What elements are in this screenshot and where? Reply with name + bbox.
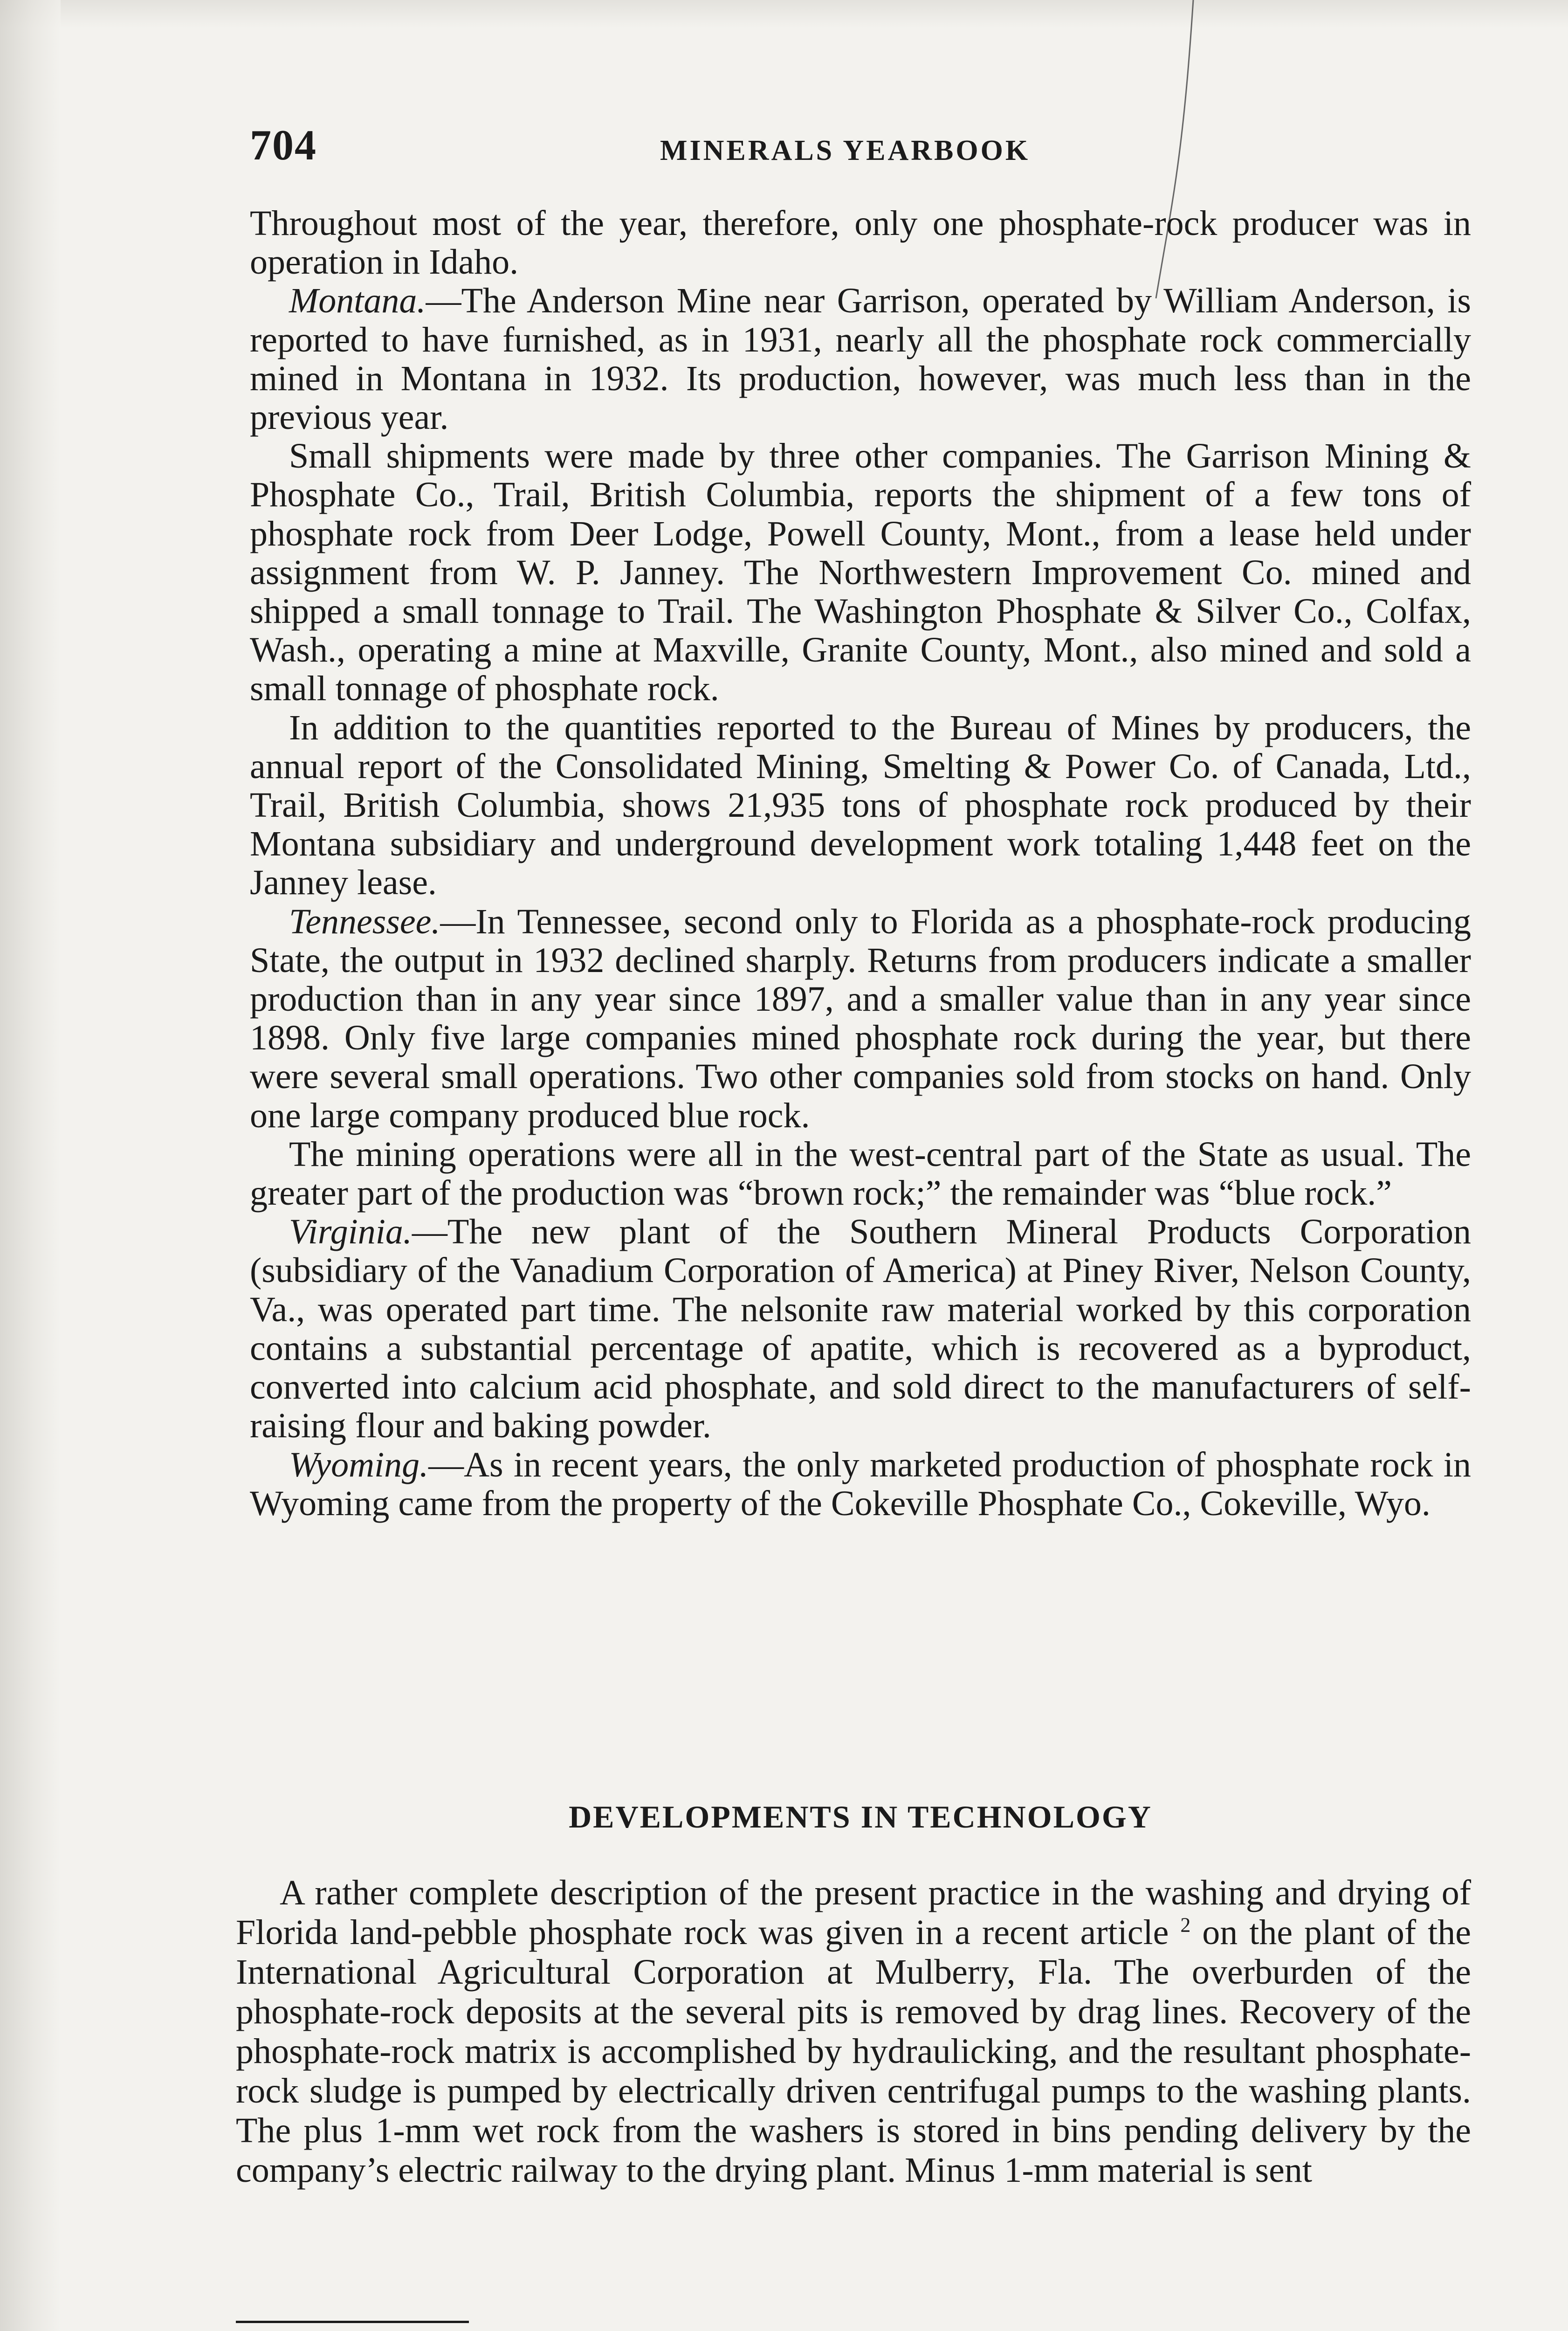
paragraph-mining-operations: The mining operations were all in the west-central part of the State as usual. The greater part of the production was “brown rock;” the remainder was “blue rock.” — [250, 1134, 1471, 1213]
tennessee-text: —In Tennessee, second only to Florida as a phosphate-rock producing State, the output in 1932 declined sharply. Returns from producers indicate a smaller production than in any year since 1897, and a smaller value than in any year since 1898. Only five large companies mined phosphate rock during the year, but there were several small operations. Two other companies sold from stocks on hand. Only one large company produced blue rock. — [250, 902, 1471, 1135]
technology-text — [236, 1873, 1471, 2190]
body-text — [250, 204, 1471, 1523]
montana-text: —The Anderson Mine near Garrison, operated by William Anderson, is reported to have furnished, as in 1931, nearly all the phosphate rock commercially mined in Montana in 1932. Its production, however, was much less than in the previous year. — [250, 281, 1471, 437]
paragraph-wyoming — [250, 1446, 1471, 1523]
footnote-divider — [236, 2321, 469, 2323]
state-heading-tennessee: Tennessee. — [289, 902, 440, 941]
technology-text-rest: on the plant of the International Agricultural Corporation at Mulberry, Fla. The overburden of the phosphate-rock deposits at the several pits is removed by drag lines. Recovery of the phosphate-rock matrix is accomplished by hydraulicking, and the resultant phosphate-rock sludge is pumped by electrically driven centrifugal pumps to the washing plants. The plus 1-mm wet rock from the washers is stored in bins pending delivery by the company’s electric railway to the drying plant. Minus 1-mm material is sent — [236, 1913, 1472, 2190]
paragraph-idaho-continued: Throughout most of the year, therefore, only one phosphate-rock producer was in operation in Idaho. — [250, 204, 1471, 282]
paragraph-virginia — [250, 1213, 1471, 1445]
state-heading-wyoming: Wyoming. — [289, 1445, 429, 1484]
state-heading-montana: Montana. — [289, 281, 426, 321]
footnote-reference: 2 — [1180, 1913, 1191, 1937]
running-head: MINERALS YEARBOOK — [660, 135, 1031, 166]
paragraph-consolidated-mining: In addition to the quantities reported to the Bureau of Mines by producers, the annual report of the Consolidated Mining, Smelting & Power Co. of Canada, Ltd., Trail, British Columbia, shows 21,935 tons of phosphate rock produced by their Montana subsidiary and underground development work totaling 1,448 feet on the Janney lease. — [250, 708, 1471, 903]
paragraph-tennessee — [250, 903, 1471, 1135]
paragraph-technology — [236, 1873, 1471, 2190]
page-number: 704 — [250, 121, 317, 169]
paragraph-montana — [250, 282, 1471, 437]
state-heading-virginia: Virginia. — [289, 1212, 412, 1252]
paragraph-small-shipments: Small shipments were made by three other companies. The Garrison Mining & Phosphate Co., Trail, British Columbia, reports the shipment of a few tons of phosphate rock from Deer Lodge, Powell County, Mont., from a lease held under assignment from W. P. Janney. The Northwestern Improvement Co. mined and shipped a small tonnage to Trail. The Washington Phosphate & Silver Co., Colfax, Wash., operating a mine at Maxville, Granite County, Mont., also mined and sold a small tonnage of phosphate rock. — [250, 436, 1471, 709]
scan-binding-edge — [0, 0, 61, 2331]
technology-text-start: A rather complete description of the present practice in the washing and drying of Florida land-pebble phosphate rock was given in a recent article — [236, 1873, 1471, 1952]
scan-top-edge — [0, 0, 1568, 28]
section-heading: DEVELOPMENTS IN TECHNOLOGY — [569, 1799, 1152, 1834]
page-header — [250, 120, 1471, 172]
wyoming-text: —As in recent years, the only marketed production of phosphate rock in Wyoming came from the property of the Cokeville Phosphate Co., Cokeville, Wyo. — [250, 1445, 1471, 1523]
virginia-text: —The new plant of the Southern Mineral Products Corporation (subsidiary of the Vanadium Corporation of America) at Piney River, Nelson County, Va., was operated part time. The nelsonite raw material worked by this corporation contains a substantial percentage of apatite, which is recovered as a byproduct, converted into calcium acid phosphate, and sold direct to the manufacturers of self-raising flour and baking powder. — [250, 1212, 1471, 1446]
